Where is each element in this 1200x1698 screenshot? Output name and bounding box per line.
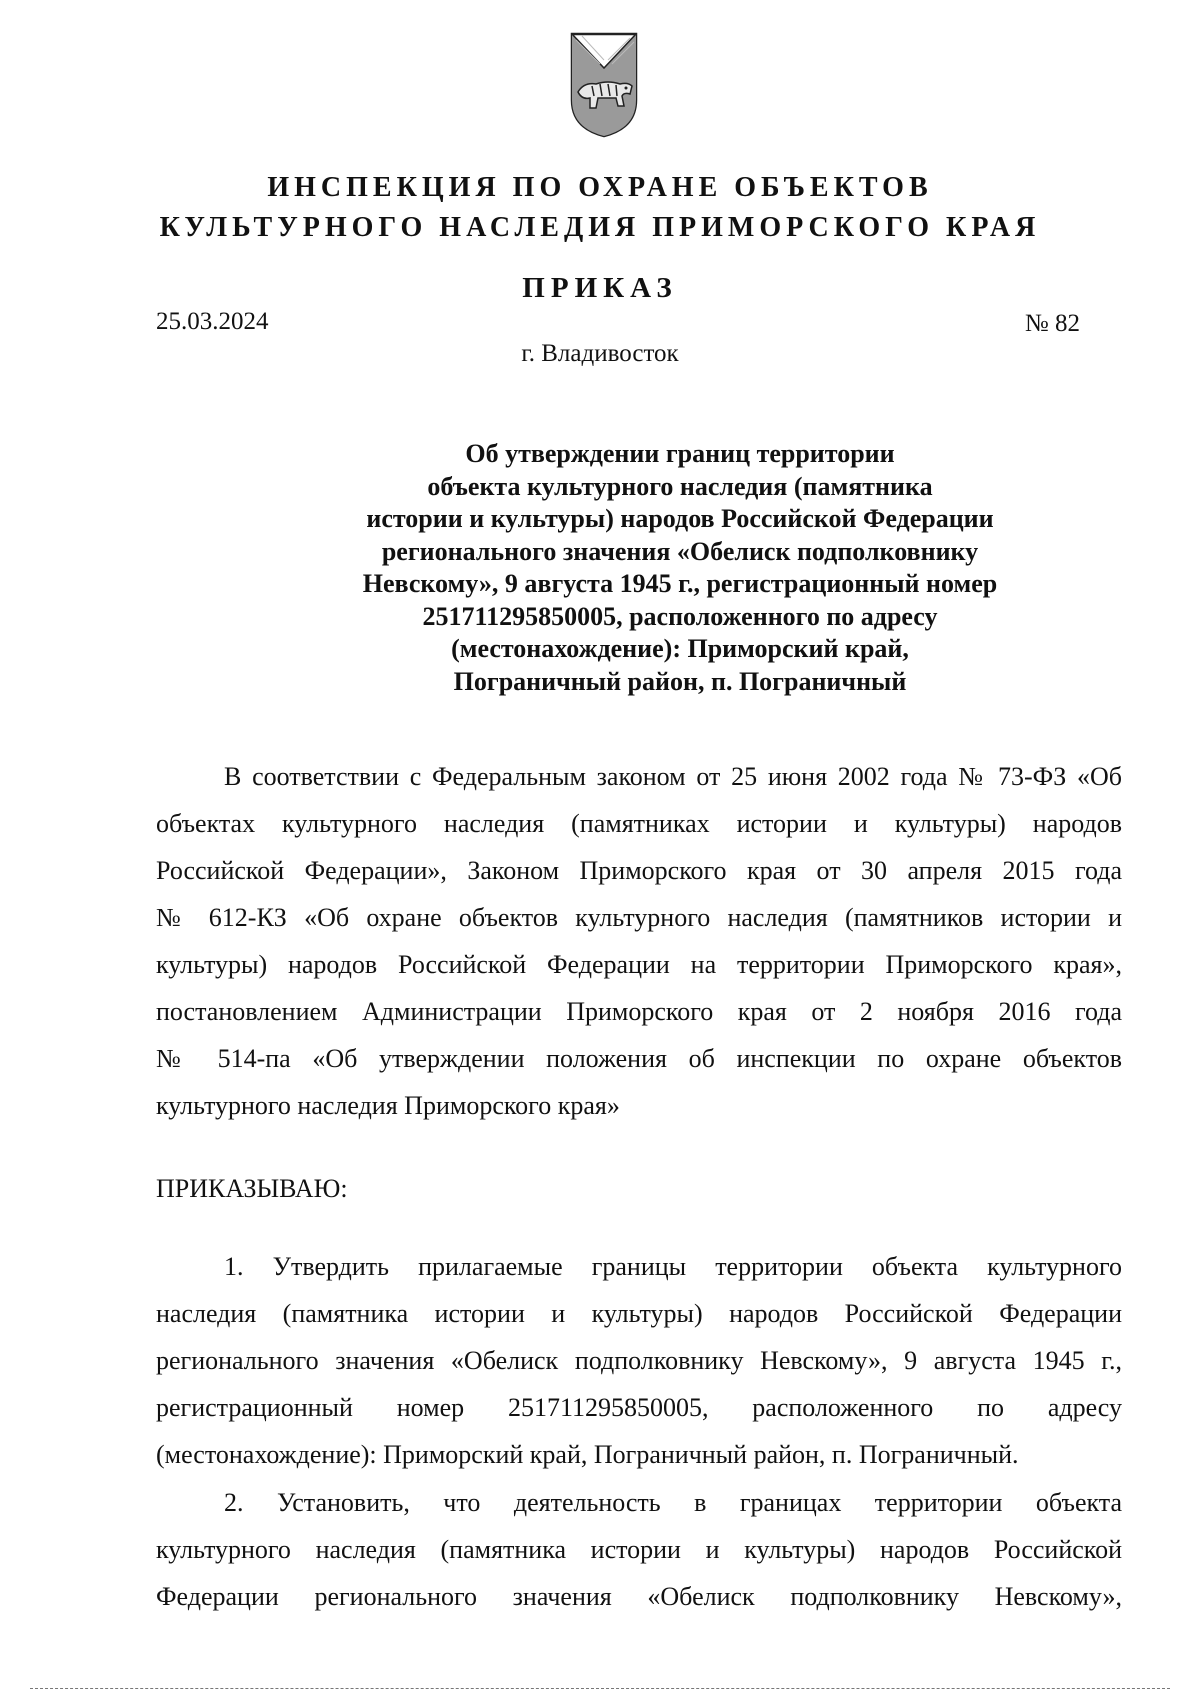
preamble-line: культуры) народов Российской Федерации на территории Приморского края», xyxy=(156,950,1122,979)
order-directive: ПРИКАЗЫВАЮ: xyxy=(156,1174,348,1203)
item-2-line: Федерации регионального значения «Обелиск подполковнику Невскому», xyxy=(156,1582,1122,1611)
subject-line: регионального значения «Обелиск подполковнику xyxy=(381,536,979,566)
coat-of-arms-emblem xyxy=(568,30,640,140)
subject-line: 251711295850005, расположенного по адресу xyxy=(422,601,938,631)
preamble-line: Российской Федерации», Законом Приморского края от 30 апреля 2015 года xyxy=(156,856,1122,885)
subject-line: объекта культурного наследия (памятника xyxy=(427,471,933,501)
order-subject xyxy=(310,438,1050,698)
item-2-line: 2. Установить, что деятельность в границах территории объекта xyxy=(224,1488,1122,1517)
subject-line: Пограничный район, п. Пограничный xyxy=(453,666,907,696)
item-1-line: наследия (памятника истории и культуры) народов Российской Федерации xyxy=(156,1299,1122,1328)
document-city: г. Владивосток xyxy=(521,340,679,367)
item-1-line: регистрационный номер 251711295850005, расположенного по адресу xyxy=(156,1393,1122,1422)
preamble-line: № 612-КЗ «Об охране объектов культурного наследия (памятников истории и xyxy=(156,903,1122,932)
subject-line: Об утверждении границ территории xyxy=(465,439,895,468)
organization-name-line-2: КУЛЬТУРНОГО НАСЛЕДИЯ ПРИМОРСКОГО КРАЯ xyxy=(159,212,1041,243)
item-1-line: 1. Утвердить прилагаемые границы территории объекта культурного xyxy=(224,1252,1122,1281)
organization-name-line-1: ИНСПЕКЦИЯ ПО ОХРАНЕ ОБЪЕКТОВ xyxy=(267,172,933,203)
preamble-line: объектах культурного наследия (памятниках истории и культуры) народов xyxy=(156,809,1122,838)
preamble-line: № 514-па «Об утверждении положения об инспекции по охране объектов xyxy=(156,1044,1122,1073)
scan-bottom-edge xyxy=(30,1688,1170,1689)
preamble-line: В соответствии с Федеральным законом от 25 июня 2002 года № 73-ФЗ «Об xyxy=(224,762,1122,791)
item-1-line: регионального значения «Обелиск подполковнику Невскому», 9 августа 1945 г., xyxy=(156,1346,1122,1375)
item-2-line: культурного наследия (памятника истории и культуры) народов Российской xyxy=(156,1535,1122,1564)
subject-line: (местонахождение): Приморский край, xyxy=(451,634,909,663)
document-number: № 82 xyxy=(1024,310,1080,337)
document-date: 25.03.2024 xyxy=(156,308,269,335)
subject-line: Невскому», 9 августа 1945 г., регистрационный номер xyxy=(362,569,998,598)
item-1-line: (местонахождение): Приморский край, Пограничный район, п. Пограничный. xyxy=(156,1440,1019,1469)
primorsky-coat-of-arms-icon xyxy=(568,30,640,140)
subject-line: истории и культуры) народов Российской Федерации xyxy=(366,504,994,533)
document-type: ПРИКАЗ xyxy=(522,272,678,304)
preamble-line: культурного наследия Приморского края» xyxy=(156,1091,620,1120)
preamble-line: постановлением Администрации Приморского края от 2 ноября 2016 года xyxy=(156,997,1122,1026)
